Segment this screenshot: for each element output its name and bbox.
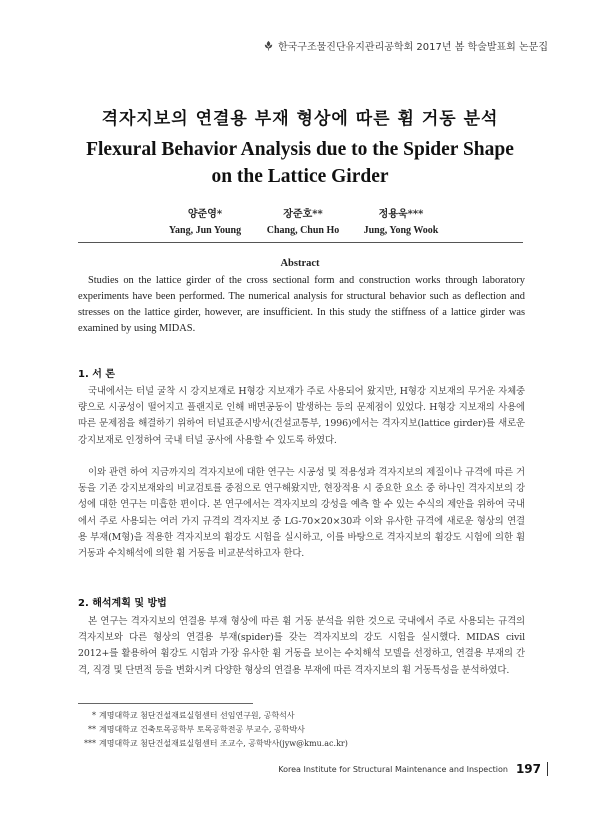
- section-heading-method: 2. 해석계획 및 방법: [78, 598, 167, 609]
- footnote-1-text: 계명대학교 첨단건설재료실험센터 선임연구원, 공학석사: [99, 711, 295, 720]
- author-2-name-ko: 장준호**: [283, 209, 323, 220]
- page-number: 197: [515, 762, 541, 776]
- footer-organization: Korea Institute for Structural Maintenance and Inspection: [278, 764, 508, 774]
- footnote-1: [78, 709, 518, 723]
- footnote-3-mark: ***: [84, 739, 96, 748]
- abstract-heading: Abstract: [280, 258, 320, 269]
- author-2-name-en: Chang, Chun Ho: [266, 225, 340, 236]
- footnote-divider: [78, 703, 253, 704]
- footnote-2-text: 계명대학교 건축토목공학부 토목공학전공 부교수, 공학박사: [99, 725, 305, 734]
- author-3-name-en: Jung, Yong Wook: [363, 225, 439, 236]
- title-english-line-2: on the Lattice Girder: [211, 166, 389, 187]
- introduction-paragraph-1: 국내에서는 터널 굴착 시 강지보재로 H형강 지보재가 주로 사용되어 왔지만, H형강 지보재의 무거운 자체중량으로 시공성이 떨어지고 플랜지로 인해 배면공동이 발생하는 등의 문제점이 있었다. H형강 지보재의 사용에 따른 문제점을 해결하기 위하여 터널표준시방서(건설교통부, 1996)에서는 격자지보(lattice girder)를 새로운 강지보재로 인정하여 국내 터널 공사에 사용할 수 있도록 하였다.: [78, 386, 525, 446]
- running-header: [263, 38, 548, 53]
- abstract-divider: [78, 242, 523, 243]
- conference-name: 한국구조물진단유지관리공학회 2017년 봄 학술발표회 논문집: [277, 42, 548, 53]
- page-footer: [278, 762, 548, 776]
- author-1-name-en: Yang, Jun Young: [168, 225, 242, 236]
- title-english-line-1: Flexural Behavior Analysis due to the Spider Shape: [86, 139, 514, 160]
- introduction-paragraph-2: 이와 관련 하여 지금까지의 격자지보에 대한 연구는 시공성 및 적용성과 격자지보의 제질이나 규격에 따른 거동을 기존 강지보재와의 비교검토를 중점으로 연구해왔지만, 현장적용 시 중요한 요소 중 하나인 격자지보의 강성에 대한 연구는 미흡한 편이다. 본 연구에서는 격자지보의 강성을 예측 할 수 있는 수식의 제안을 위하여 국내에서 주로 사용되는 여러 가지 규격의 격자지보 중 LG-70×20×30과 이와 유사한 규격에 새로운 형상의 연결용 부재(M형)을 적용한 격자지보의 휨강도 시험을 실시하고, 이를 바탕으로 격자지보의 휨강도 시험에 의한 휨 거동과 수치해석에 의한 휨 거동을 비교분석하고자 한다.: [78, 467, 525, 560]
- author-3: [326, 205, 476, 236]
- author-list: [0, 205, 600, 241]
- abstract-body: Studies on the lattice girder of the cross sectional form and construction works through laboratory experiments have been performed. The numerical analysis for structural behavior such as deflection and stresses on the lattice girder, however, are insufficient. In this study the stiffness of a lattice girder was examined by using MIDAS.: [78, 275, 525, 334]
- footnote-2: [78, 723, 518, 737]
- footnote-3-text: 계명대학교 첨단건설재료실험센터 조교수, 공학박사(jyw@kmu.ac.kr): [99, 739, 348, 748]
- footnote-1-mark: *: [92, 711, 96, 720]
- title-korean: 격자지보의 연결용 부재 형상에 따른 휨 거동 분석: [101, 109, 499, 129]
- footnote-2-mark: **: [88, 725, 96, 734]
- method-paragraph-1: 본 연구는 격자지보의 연결용 부재 형상에 따른 휨 거동 분석을 위한 것으로 국내에서 주로 사용되는 규격의 격자지보와 다른 형상의 연결용 부재(spider)를 갖는 격자지보의 강도 시험을 실시했다. MIDAS civil 2012+를 활용하여 휨강도 시험과 가장 유사한 휨 거동을 보이는 수치해석 모델을 선정하고, 연결용 부재의 간격, 직경 및 단면적 등을 변화시켜 다양한 형상의 연결용 부재에 따른 격자지보의 휨 거동특성을 분석하였다.: [78, 616, 525, 676]
- leaf-icon: [263, 40, 274, 51]
- title-english: [60, 136, 540, 190]
- footer-divider: [547, 762, 548, 776]
- footnotes: [78, 709, 518, 751]
- author-3-name-ko: 정용욱***: [378, 209, 424, 220]
- footnote-3: [78, 737, 518, 751]
- author-1-name-ko: 양준영*: [187, 209, 223, 220]
- section-heading-introduction: 1. 서 론: [78, 369, 116, 380]
